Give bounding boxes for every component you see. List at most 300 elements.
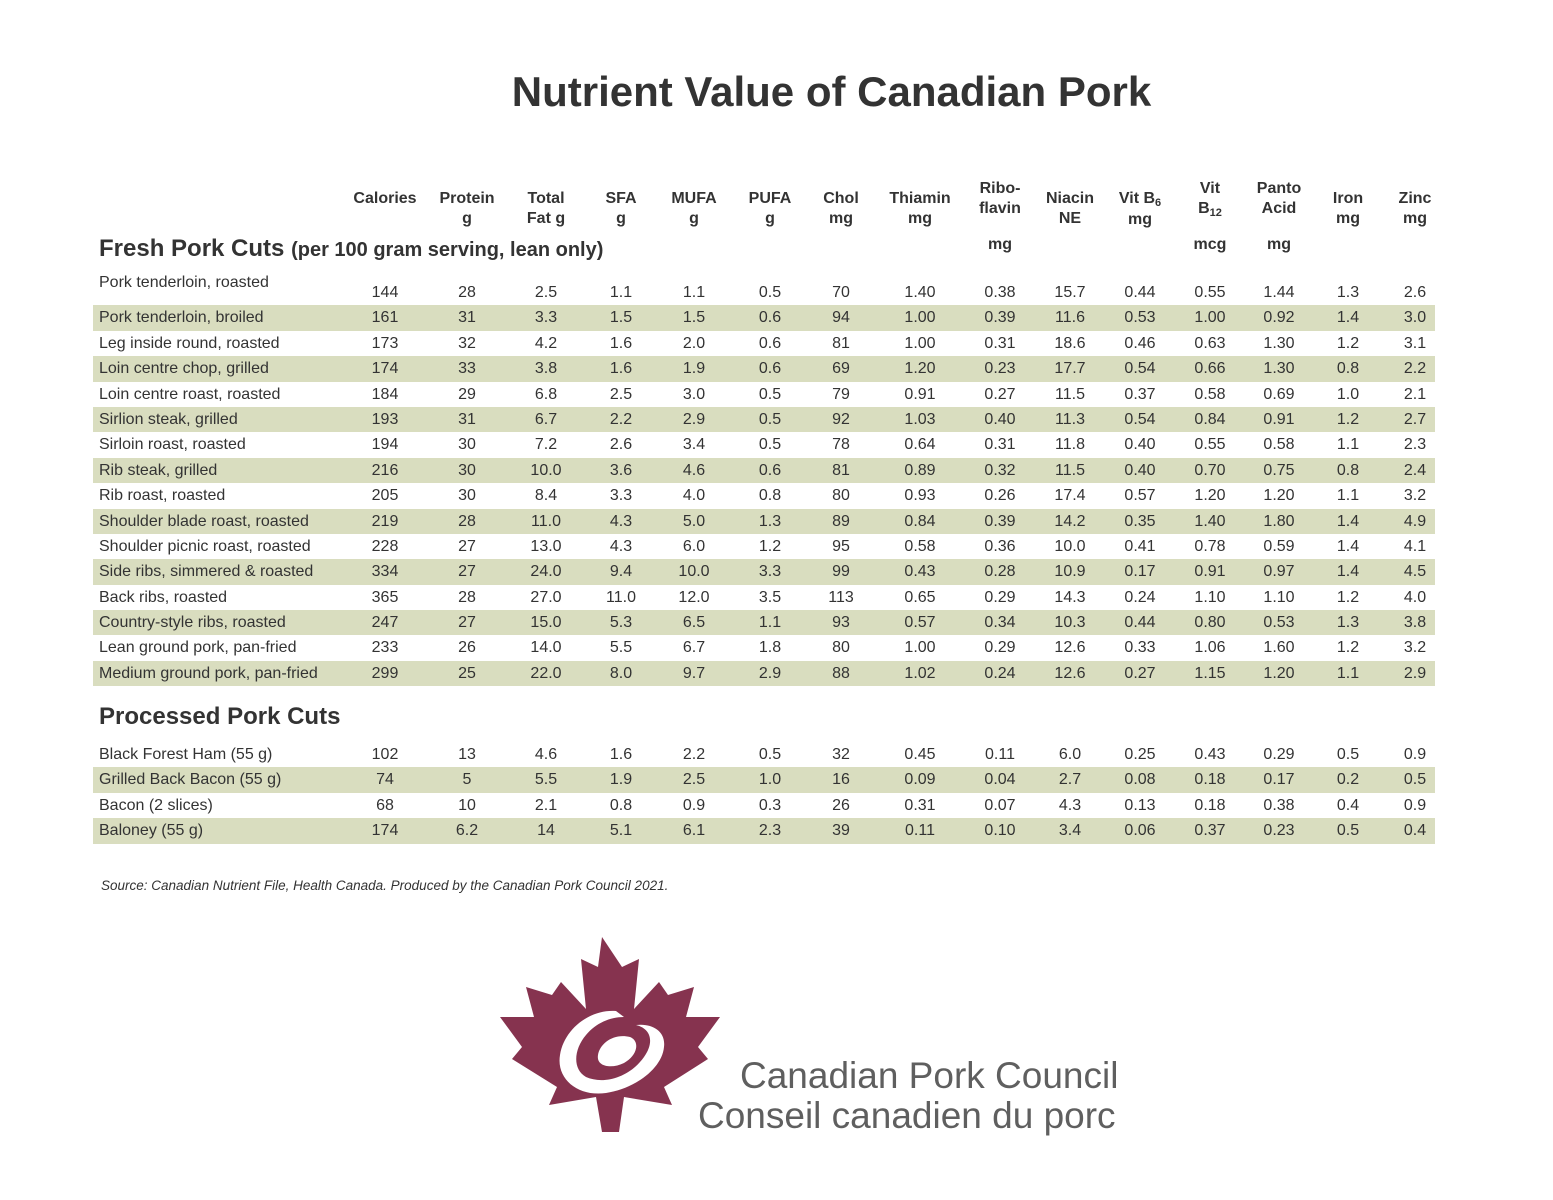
table-cell: 0.44 bbox=[1124, 284, 1156, 301]
table-cell: 0.08 bbox=[1124, 771, 1156, 789]
column-header-unit: mg bbox=[988, 236, 1012, 253]
table-row bbox=[93, 767, 1435, 792]
table-cell: 10.3 bbox=[1054, 614, 1086, 632]
table-cell: 0.18 bbox=[1194, 796, 1226, 814]
table-cell: 26 bbox=[458, 639, 476, 657]
table-cell: 0.4 bbox=[1403, 822, 1427, 840]
table-cell: 27 bbox=[458, 563, 476, 581]
column-header-line1: Zinc bbox=[1398, 190, 1432, 207]
table-cell: 0.5 bbox=[758, 436, 782, 454]
table-cell: 233 bbox=[371, 639, 399, 657]
table-cell: 1.2 bbox=[1336, 639, 1360, 657]
table-cell: 14.0 bbox=[530, 639, 562, 657]
table-cell: 69 bbox=[832, 360, 850, 378]
table-cell: 6.0 bbox=[682, 537, 706, 555]
table-cell: 0.29 bbox=[1263, 746, 1295, 763]
table-cell: 2.3 bbox=[758, 822, 782, 840]
table-cell: 0.8 bbox=[609, 796, 633, 814]
table-cell: 6.7 bbox=[534, 410, 558, 428]
column-header-line1: Ribo- bbox=[979, 180, 1021, 197]
table-cell: 2.9 bbox=[1403, 664, 1427, 682]
table-row bbox=[93, 407, 1435, 432]
row-label: Side ribs, simmered & roasted bbox=[99, 563, 314, 581]
table-cell: 0.23 bbox=[984, 360, 1016, 378]
table-cell: 1.5 bbox=[682, 309, 706, 327]
table-cell: 94 bbox=[832, 309, 850, 327]
table-cell: 0.11 bbox=[985, 746, 1015, 763]
row-label: Rib roast, roasted bbox=[99, 487, 226, 505]
table-row bbox=[93, 793, 1435, 818]
table-cell: 0.27 bbox=[984, 385, 1016, 403]
table-cell: 11.3 bbox=[1055, 410, 1085, 428]
table-cell: 2.2 bbox=[1403, 360, 1427, 378]
table-cell: 0.10 bbox=[984, 822, 1016, 840]
table-cell: 1.40 bbox=[1194, 512, 1226, 530]
table-cell: 1.4 bbox=[1336, 512, 1360, 530]
column-header-line2: g bbox=[616, 210, 626, 227]
table-cell: 1.30 bbox=[1263, 334, 1295, 352]
table-cell: 0.53 bbox=[1263, 614, 1295, 632]
table-cell: 0.35 bbox=[1124, 512, 1156, 530]
table-row bbox=[93, 661, 1435, 686]
row-label: Country-style ribs, roasted bbox=[99, 614, 286, 632]
table-cell: 13 bbox=[458, 746, 476, 763]
table-cell: 1.02 bbox=[904, 664, 936, 682]
table-cell: 0.2 bbox=[1336, 771, 1360, 789]
table-cell: 5.5 bbox=[534, 771, 558, 789]
table-cell: 1.20 bbox=[1263, 664, 1295, 682]
table-cell: 3.1 bbox=[1403, 334, 1427, 352]
table-cell: 17.7 bbox=[1054, 360, 1086, 378]
table-cell: 30 bbox=[458, 436, 476, 454]
column-header-line1: PUFA bbox=[748, 190, 792, 207]
table-cell: 1.1 bbox=[609, 284, 633, 301]
table-cell: 31 bbox=[458, 309, 476, 327]
table-cell: 3.6 bbox=[609, 461, 633, 479]
table-cell: 0.23 bbox=[1263, 822, 1295, 840]
table-cell: 0.6 bbox=[758, 461, 782, 479]
table-cell: 14.3 bbox=[1054, 588, 1086, 606]
column-header-line1: Vit bbox=[1199, 180, 1221, 197]
table-cell: 24.0 bbox=[530, 563, 562, 581]
row-label: Medium ground pork, pan-fried bbox=[99, 664, 318, 682]
table-cell: 2.7 bbox=[1403, 410, 1427, 428]
column-header-line2: mg bbox=[1128, 211, 1152, 228]
table-cell: 9.7 bbox=[682, 664, 706, 682]
table-cell: 0.37 bbox=[1194, 822, 1226, 840]
processed-pork-table bbox=[93, 742, 1435, 844]
column-header bbox=[1365, 189, 1465, 229]
column-header-line2: mg bbox=[829, 210, 853, 227]
table-cell: 0.58 bbox=[1194, 385, 1226, 403]
column-header-line1: MUFA bbox=[671, 190, 717, 207]
table-cell: 0.07 bbox=[984, 796, 1016, 814]
column-header-line2: mg bbox=[1336, 210, 1360, 227]
table-cell: 0.5 bbox=[758, 410, 782, 428]
table-cell: 0.26 bbox=[984, 487, 1016, 505]
table-cell: 27 bbox=[458, 614, 476, 632]
table-cell: 95 bbox=[832, 537, 850, 555]
table-cell: 1.6 bbox=[609, 360, 633, 378]
table-cell: 1.10 bbox=[1263, 588, 1295, 606]
table-cell: 3.2 bbox=[1403, 639, 1427, 657]
table-cell: 0.9 bbox=[1403, 746, 1427, 763]
table-cell: 1.6 bbox=[609, 334, 633, 352]
table-cell: 1.4 bbox=[1336, 537, 1360, 555]
table-cell: 4.2 bbox=[534, 334, 558, 352]
table-cell: 0.38 bbox=[984, 284, 1016, 301]
table-cell: 0.24 bbox=[984, 664, 1016, 682]
table-cell: 1.1 bbox=[1336, 487, 1360, 505]
row-label: Baloney (55 g) bbox=[99, 822, 204, 840]
table-cell: 31 bbox=[458, 410, 476, 428]
table-cell: 11.0 bbox=[606, 588, 636, 606]
table-cell: 144 bbox=[371, 284, 399, 301]
table-cell: 15.0 bbox=[530, 614, 562, 632]
table-row bbox=[93, 458, 1435, 483]
table-cell: 1.40 bbox=[904, 284, 936, 301]
table-cell: 0.17 bbox=[1124, 563, 1156, 581]
table-cell: 0.69 bbox=[1263, 385, 1295, 403]
row-label: Rib steak, grilled bbox=[99, 461, 218, 479]
table-cell: 68 bbox=[376, 796, 394, 814]
table-row bbox=[93, 635, 1435, 660]
table-cell: 0.75 bbox=[1263, 461, 1295, 479]
table-cell: 0.3 bbox=[758, 796, 782, 814]
table-cell: 0.8 bbox=[1336, 461, 1360, 479]
table-cell: 1.10 bbox=[1194, 588, 1226, 606]
maple-leaf-logo-icon bbox=[494, 937, 724, 1132]
table-cell: 93 bbox=[832, 614, 850, 632]
table-cell: 1.00 bbox=[904, 639, 936, 657]
table-cell: 1.1 bbox=[1336, 664, 1360, 682]
table-cell: 74 bbox=[376, 771, 394, 789]
table-cell: 6.0 bbox=[1058, 746, 1082, 763]
row-label: Leg inside round, roasted bbox=[99, 334, 280, 352]
table-cell: 4.1 bbox=[1403, 537, 1427, 555]
row-label: Shoulder blade roast, roasted bbox=[99, 512, 309, 530]
table-cell: 16 bbox=[832, 771, 850, 789]
table-cell: 5 bbox=[462, 771, 472, 789]
table-cell: 0.6 bbox=[758, 360, 782, 378]
table-cell: 0.6 bbox=[758, 309, 782, 327]
table-cell: 89 bbox=[832, 512, 850, 530]
fresh-section-title bbox=[99, 235, 603, 263]
table-cell: 2.0 bbox=[682, 334, 706, 352]
table-row bbox=[93, 356, 1435, 381]
table-cell: 0.8 bbox=[1336, 360, 1360, 378]
table-cell: 0.25 bbox=[1124, 746, 1156, 763]
table-cell: 1.80 bbox=[1263, 512, 1295, 530]
column-header-line2: flavin bbox=[979, 200, 1021, 217]
table-cell: 299 bbox=[371, 664, 399, 682]
table-cell: 3.4 bbox=[682, 436, 706, 454]
page-title: Nutrient Value of Canadian Pork bbox=[511, 68, 1152, 115]
column-header-line1: Iron bbox=[1332, 190, 1364, 207]
table-cell: 173 bbox=[371, 334, 399, 352]
table-row bbox=[93, 742, 1435, 767]
table-row bbox=[93, 305, 1435, 330]
table-cell: 0.5 bbox=[758, 746, 782, 763]
table-cell: 1.4 bbox=[1336, 309, 1360, 327]
table-cell: 0.04 bbox=[984, 771, 1016, 789]
table-cell: 0.39 bbox=[984, 512, 1016, 530]
column-header-unit: mg bbox=[1267, 236, 1291, 253]
table-cell: 1.03 bbox=[904, 410, 936, 428]
table-cell: 0.31 bbox=[904, 796, 936, 814]
table-cell: 1.20 bbox=[1263, 487, 1295, 505]
table-cell: 99 bbox=[832, 563, 850, 581]
table-cell: 79 bbox=[832, 385, 850, 403]
table-cell: 0.5 bbox=[1336, 746, 1360, 763]
table-cell: 8.4 bbox=[534, 487, 558, 505]
column-header-line2: Fat g bbox=[526, 210, 566, 227]
table-cell: 174 bbox=[371, 360, 399, 378]
table-cell: 0.97 bbox=[1263, 563, 1295, 581]
table-row bbox=[93, 585, 1435, 610]
table-cell: 11.5 bbox=[1055, 385, 1085, 403]
table-cell: 81 bbox=[832, 461, 850, 479]
table-cell: 32 bbox=[458, 334, 476, 352]
table-row bbox=[93, 331, 1435, 356]
column-header-line2: mg bbox=[908, 210, 932, 227]
table-cell: 33 bbox=[458, 360, 476, 378]
table-cell: 1.2 bbox=[758, 537, 782, 555]
table-cell: 0.34 bbox=[984, 614, 1016, 632]
table-cell: 13.0 bbox=[530, 537, 562, 555]
table-cell: 0.93 bbox=[904, 487, 936, 505]
table-cell: 0.29 bbox=[984, 588, 1016, 606]
table-cell: 1.60 bbox=[1263, 639, 1295, 657]
table-cell: 0.28 bbox=[984, 563, 1016, 581]
row-label: Shoulder picnic roast, roasted bbox=[99, 537, 311, 555]
table-cell: 365 bbox=[371, 588, 399, 606]
table-cell: 4.9 bbox=[1403, 512, 1427, 530]
table-cell: 81 bbox=[832, 334, 850, 352]
table-cell: 0.5 bbox=[1403, 771, 1427, 789]
table-cell: 12.6 bbox=[1054, 639, 1086, 657]
table-cell: 1.2 bbox=[1336, 410, 1360, 428]
table-cell: 1.5 bbox=[609, 309, 633, 327]
table-cell: 18.6 bbox=[1054, 334, 1086, 352]
table-cell: 0.40 bbox=[984, 410, 1016, 428]
table-cell: 161 bbox=[371, 309, 399, 327]
table-cell: 228 bbox=[371, 537, 399, 555]
table-cell: 1.20 bbox=[904, 360, 936, 378]
table-cell: 10.0 bbox=[530, 461, 562, 479]
table-cell: 6.8 bbox=[534, 385, 558, 403]
table-cell: 28 bbox=[458, 284, 476, 301]
column-header-line1: Chol bbox=[823, 190, 859, 207]
table-cell: 0.91 bbox=[1194, 563, 1226, 581]
table-cell: 1.3 bbox=[1336, 284, 1360, 301]
table-cell: 27 bbox=[458, 537, 476, 555]
fresh-pork-table bbox=[93, 274, 1435, 686]
column-header-line1: Panto bbox=[1256, 180, 1302, 197]
table-row bbox=[93, 610, 1435, 635]
table-cell: 3.0 bbox=[1403, 309, 1427, 327]
table-cell: 1.06 bbox=[1194, 639, 1226, 657]
table-cell: 0.91 bbox=[1263, 410, 1295, 428]
table-cell: 29 bbox=[458, 385, 476, 403]
table-cell: 0.84 bbox=[1194, 410, 1226, 428]
table-cell: 30 bbox=[458, 487, 476, 505]
table-cell: 0.31 bbox=[984, 334, 1016, 352]
table-cell: 26 bbox=[832, 796, 850, 814]
table-cell: 4.0 bbox=[1403, 588, 1427, 606]
table-cell: 2.3 bbox=[1403, 436, 1427, 454]
table-cell: 1.4 bbox=[1336, 563, 1360, 581]
table-cell: 1.0 bbox=[1336, 385, 1360, 403]
table-cell: 184 bbox=[371, 385, 399, 403]
table-cell: 5.0 bbox=[682, 512, 706, 530]
table-cell: 2.2 bbox=[609, 410, 633, 428]
table-cell: 6.2 bbox=[455, 822, 479, 840]
table-cell: 39 bbox=[832, 822, 850, 840]
table-cell: 2.5 bbox=[682, 771, 706, 789]
table-cell: 1.8 bbox=[758, 639, 782, 657]
table-cell: 0.31 bbox=[984, 436, 1016, 454]
table-cell: 216 bbox=[371, 461, 399, 479]
maple-leaf-icon bbox=[500, 937, 720, 1132]
table-cell: 3.3 bbox=[609, 487, 633, 505]
logo-english-name: Canadian Pork Council bbox=[740, 1055, 1119, 1096]
table-cell: 32 bbox=[832, 746, 850, 763]
column-header-line1: Niacin bbox=[1045, 190, 1094, 207]
table-cell: 0.92 bbox=[1263, 309, 1295, 327]
table-cell: 1.44 bbox=[1263, 284, 1295, 301]
table-cell: 28 bbox=[458, 512, 476, 530]
table-cell: 30 bbox=[458, 461, 476, 479]
table-cell: 0.65 bbox=[904, 588, 936, 606]
table-cell: 2.1 bbox=[1403, 385, 1427, 403]
table-cell: 6.7 bbox=[682, 639, 706, 657]
table-cell: 2.4 bbox=[1403, 461, 1427, 479]
row-label: Loin centre roast, roasted bbox=[99, 385, 281, 403]
table-cell: 88 bbox=[832, 664, 850, 682]
table-cell: 2.5 bbox=[609, 385, 633, 403]
table-cell: 174 bbox=[371, 822, 399, 840]
table-cell: 17.4 bbox=[1054, 487, 1086, 505]
table-cell: 1.1 bbox=[758, 614, 782, 632]
table-cell: 0.13 bbox=[1124, 796, 1156, 814]
table-cell: 1.15 bbox=[1194, 664, 1226, 682]
table-cell: 5.3 bbox=[609, 614, 633, 632]
table-cell: 27.0 bbox=[530, 588, 562, 606]
table-cell: 3.8 bbox=[1403, 614, 1427, 632]
table-cell: 12.6 bbox=[1054, 664, 1086, 682]
logo-french-name: Conseil canadien du porc bbox=[698, 1095, 1116, 1136]
table-cell: 0.6 bbox=[758, 334, 782, 352]
table-cell: 12.0 bbox=[678, 588, 710, 606]
table-cell: 4.0 bbox=[682, 487, 706, 505]
table-cell: 0.91 bbox=[904, 385, 936, 403]
table-cell: 80 bbox=[832, 487, 850, 505]
table-cell: 0.38 bbox=[1263, 796, 1295, 814]
column-header-line2: NE bbox=[1058, 210, 1082, 227]
table-cell: 78 bbox=[832, 436, 850, 454]
row-label: Sirlion steak, grilled bbox=[99, 410, 238, 428]
table-cell: 10.9 bbox=[1054, 563, 1086, 581]
table-cell: 0.59 bbox=[1263, 537, 1295, 555]
column-header-line2: g bbox=[689, 210, 699, 227]
table-cell: 4.3 bbox=[609, 537, 633, 555]
table-cell: 0.84 bbox=[904, 512, 936, 530]
table-cell: 14 bbox=[537, 822, 555, 840]
column-header-line2: Acid bbox=[1261, 200, 1297, 217]
table-cell: 0.36 bbox=[984, 537, 1016, 555]
table-cell: 0.32 bbox=[984, 461, 1016, 479]
table-cell: 0.89 bbox=[904, 461, 936, 479]
table-cell: 2.6 bbox=[1403, 284, 1427, 301]
table-cell: 2.5 bbox=[534, 284, 558, 301]
table-cell: 11.6 bbox=[1055, 309, 1085, 327]
column-header-line1: Protein bbox=[439, 190, 495, 207]
table-row bbox=[93, 509, 1435, 534]
table-cell: 0.9 bbox=[682, 796, 706, 814]
table-row bbox=[93, 432, 1435, 457]
table-cell: 4.3 bbox=[1058, 796, 1082, 814]
table-cell: 0.39 bbox=[984, 309, 1016, 327]
table-row bbox=[93, 559, 1435, 584]
table-cell: 0.37 bbox=[1124, 385, 1156, 403]
table-cell: 0.43 bbox=[1194, 746, 1226, 763]
table-cell: 2.9 bbox=[758, 664, 782, 682]
table-cell: 0.45 bbox=[904, 746, 936, 763]
table-cell: 1.1 bbox=[1336, 436, 1360, 454]
table-cell: 0.64 bbox=[904, 436, 936, 454]
table-cell: 5.1 bbox=[609, 822, 633, 840]
fresh-note: (per 100 gram serving, lean only) bbox=[291, 239, 604, 261]
table-cell: 0.17 bbox=[1263, 771, 1295, 789]
table-cell: 14.2 bbox=[1054, 512, 1086, 530]
table-cell: 205 bbox=[371, 487, 399, 505]
table-cell: 5.5 bbox=[609, 639, 633, 657]
row-label: Sirloin roast, roasted bbox=[99, 436, 246, 454]
table-cell: 28 bbox=[458, 588, 476, 606]
table-cell: 25 bbox=[458, 664, 476, 682]
column-header-line2: g bbox=[462, 210, 472, 227]
table-cell: 0.78 bbox=[1194, 537, 1226, 555]
table-cell: 0.09 bbox=[904, 771, 936, 789]
table-cell: 0.5 bbox=[1336, 822, 1360, 840]
row-label: Grilled Back Bacon (55 g) bbox=[99, 771, 282, 789]
table-cell: 0.33 bbox=[1124, 639, 1156, 657]
table-cell: 2.6 bbox=[609, 436, 633, 454]
table-cell: 0.55 bbox=[1194, 436, 1226, 454]
table-cell: 2.1 bbox=[534, 796, 558, 814]
table-cell: 1.0 bbox=[758, 771, 782, 789]
table-cell: 1.00 bbox=[1194, 309, 1226, 327]
column-header-line1: Total bbox=[527, 190, 565, 207]
table-cell: 1.6 bbox=[609, 746, 633, 763]
table-row bbox=[93, 274, 1435, 305]
table-cell: 4.6 bbox=[534, 746, 558, 763]
table-cell: 0.29 bbox=[984, 639, 1016, 657]
table-cell: 0.06 bbox=[1124, 822, 1156, 840]
table-cell: 0.11 bbox=[905, 822, 935, 840]
table-cell: 1.9 bbox=[682, 360, 706, 378]
table-cell: 1.9 bbox=[609, 771, 633, 789]
table-cell: 22.0 bbox=[530, 664, 562, 682]
row-label: Bacon (2 slices) bbox=[99, 796, 213, 814]
column-header-line1: Vit B6 bbox=[1118, 190, 1162, 209]
column-header-line2: mg bbox=[1403, 210, 1427, 227]
table-cell: 0.5 bbox=[758, 385, 782, 403]
table-cell: 0.4 bbox=[1336, 796, 1360, 814]
source-note: Source: Canadian Nutrient File, Health Canada. Produced by the Canadian Pork Council 2021. bbox=[101, 878, 669, 893]
table-cell: 0.70 bbox=[1194, 461, 1226, 479]
